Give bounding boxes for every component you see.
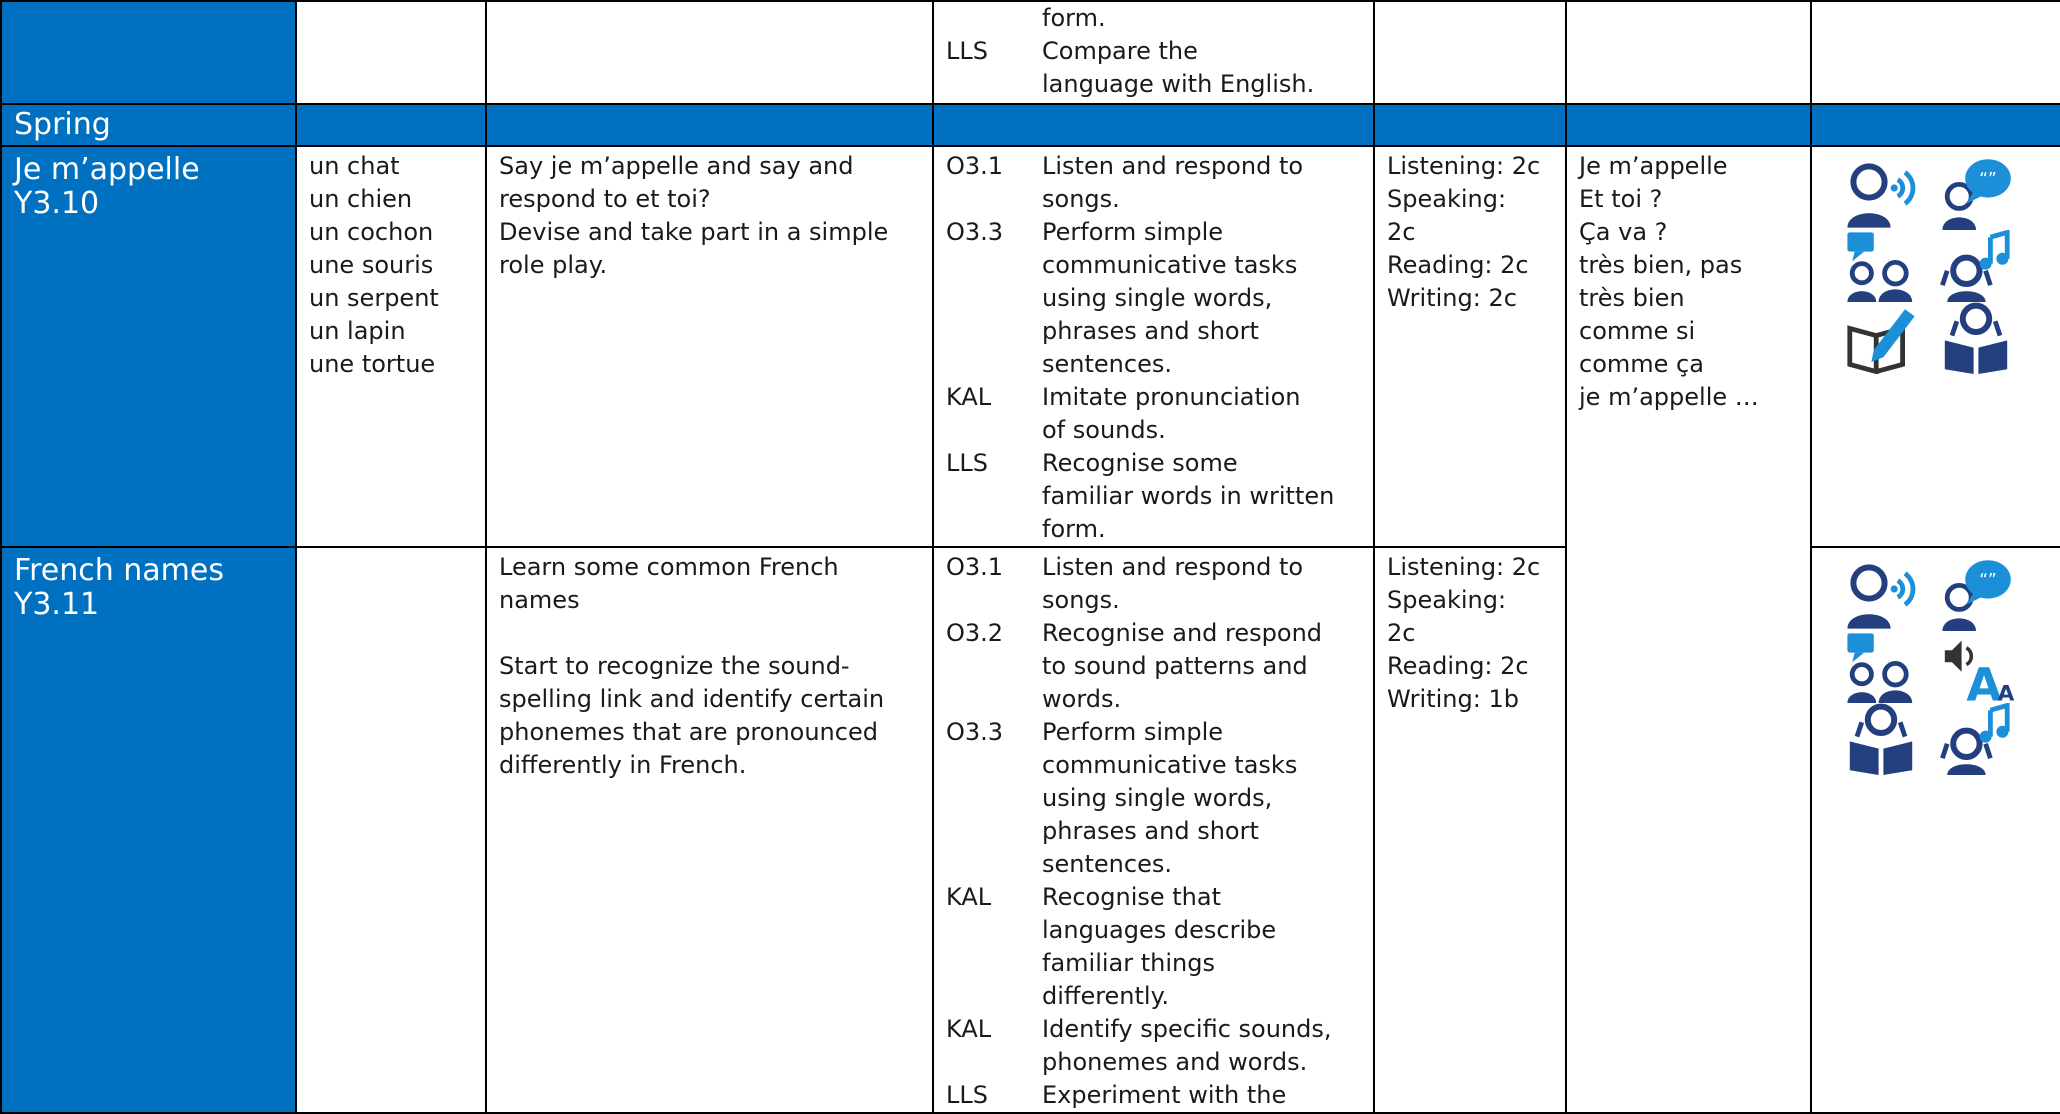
assessment-text: Reading: 2c [1387,652,1529,680]
objective-text: form. [1042,4,1106,32]
language-item: très bien, pas [1579,251,1743,279]
assessment-cell [1374,146,1566,547]
objective-text: phonemes and words. [1042,1048,1308,1076]
objective-text: Recognise that [1042,883,1221,911]
language-item: Et toi ? [1579,185,1663,213]
objective-text: songs. [1042,185,1120,213]
singing-icon [1942,705,2008,775]
writing-icon [1850,309,1915,371]
objective-code: LLS [946,37,988,65]
conversation-icon [1847,232,1912,302]
lesson-cell [1,547,296,1113]
language-item: comme si [1579,317,1696,345]
season-row [1,104,2060,146]
objective-text: words. [1042,685,1122,713]
activity-text: Learn some common French [499,553,839,581]
objective-text: to sound patterns and [1042,652,1308,680]
vocabulary-item: un chat [309,152,400,180]
objective-text: Experiment with the [1042,1081,1287,1109]
lesson-title: Je m’appelle [14,152,200,187]
reading-icon [1850,707,1912,775]
activity-text: respond to et toi? [499,185,711,213]
assessment-text: 2c [1387,218,1416,246]
objective-text: songs. [1042,586,1120,614]
language-item: comme ça [1579,350,1704,378]
vocabulary-item: un serpent [309,284,439,312]
objective-code: LLS [946,1081,988,1109]
listening-icon [1847,166,1913,227]
icons-cell [1811,146,2060,547]
lesson-title: French names [14,553,224,588]
speaking-icon [1942,560,2010,631]
assessment-text: Listening: 2c [1387,152,1541,180]
speaking-icon [1942,159,2010,230]
icons-cell [1811,547,2060,1113]
activities-cell [486,547,933,1113]
singing-icon [1942,232,2008,302]
vocabulary-item: un chien [309,185,413,213]
assessment-text: Speaking: [1387,185,1507,213]
objective-text: Listen and respond to [1042,152,1304,180]
objective-text: languages describe [1042,916,1277,944]
objective-text: Imitate pronunciation [1042,383,1301,411]
vocabulary-item: un cochon [309,218,434,246]
objective-code: O3.1 [946,553,1004,581]
lesson-code: Y3.11 [14,587,100,622]
assessment-cell [1374,547,1566,1113]
objective-text: language with English. [1042,70,1315,98]
phonics-icon [1945,641,2015,712]
objective-code: O3.3 [946,218,1004,246]
activity-text: phonemes that are pronounced [499,718,878,746]
language-cell [1566,1,1811,104]
objective-text: phrases and short [1042,317,1259,345]
objective-text: Compare the [1042,37,1198,65]
objective-code: KAL [946,1015,992,1043]
objective-text: sentences. [1042,350,1172,378]
activity-text: Say je m’appelle and say and [499,152,854,180]
objective-code: O3.2 [946,619,1004,647]
objective-text: form. [1042,515,1106,543]
objective-text: of sounds. [1042,416,1166,444]
objective-code: KAL [946,383,992,411]
continuation-row [1,1,2060,104]
objective-text: Perform simple [1042,718,1224,746]
vocabulary-item: une souris [309,251,434,279]
language-item: Je m’appelle [1579,152,1728,180]
language-item: je m’appelle … [1579,383,1759,411]
objective-code [946,2,1042,35]
icons-cell [1811,1,2060,104]
listening-icon [1847,567,1913,628]
activity-text: spelling link and identify certain [499,685,885,713]
objective-text: using single words, [1042,784,1273,812]
language-item: Ça va ? [1579,218,1668,246]
activity-text: names [499,586,580,614]
objective-text: phrases and short [1042,817,1259,845]
reading-icon [1945,306,2007,374]
vocabulary-cell [296,547,486,1113]
activity-text: differently in French. [499,751,747,779]
objective-code: KAL [946,883,992,911]
objective-text: sentences. [1042,850,1172,878]
assessment-text: Reading: 2c [1387,251,1529,279]
objective-text: Perform simple [1042,218,1224,246]
objective-text: Recognise some [1042,449,1238,477]
lesson-cell [1,146,296,547]
activity-text: Devise and take part in a simple [499,218,889,246]
objective-code: O3.3 [946,718,1004,746]
season-title: Spring [1,104,296,146]
objectives-cell [933,547,1374,1113]
objective-text: familiar words in written [1042,482,1335,510]
language-item: très bien [1579,284,1685,312]
vocabulary-item: une tortue [309,350,436,378]
assessment-cell [1374,1,1566,104]
vocabulary-cell [296,1,486,104]
objective-text: Listen and respond to [1042,553,1304,581]
objective-code: O3.1 [946,152,1004,180]
objective-text: familiar things [1042,949,1215,977]
objectives-cell [933,146,1374,547]
lesson-row [1,146,2060,547]
assessment-text: Writing: 2c [1387,284,1517,312]
objective-text: Recognise and respond [1042,619,1323,647]
activities-cell [486,1,933,104]
objective-text: communicative tasks [1042,751,1298,779]
objective-text: Identify specific sounds, [1042,1015,1332,1043]
lesson-code: Y3.10 [14,186,100,221]
objective-text: using single words, [1042,284,1273,312]
activity-text: role play. [499,251,608,279]
assessment-text: Listening: 2c [1387,553,1541,581]
objective-text: communicative tasks [1042,251,1298,279]
assessment-text: Speaking: [1387,586,1507,614]
vocabulary-cell [296,146,486,547]
objective-code: LLS [946,449,988,477]
conversation-icon [1847,633,1912,703]
activity-text: Start to recognize the sound- [499,652,850,680]
objective-text: differently. [1042,982,1170,1010]
objectives-cell [933,1,1374,104]
activities-cell [486,146,933,547]
assessment-text: Writing: 1b [1387,685,1519,713]
assessment-text: 2c [1387,619,1416,647]
language-cell [1566,146,1811,1113]
lesson-cell [1,1,296,104]
vocabulary-item: un lapin [309,317,406,345]
